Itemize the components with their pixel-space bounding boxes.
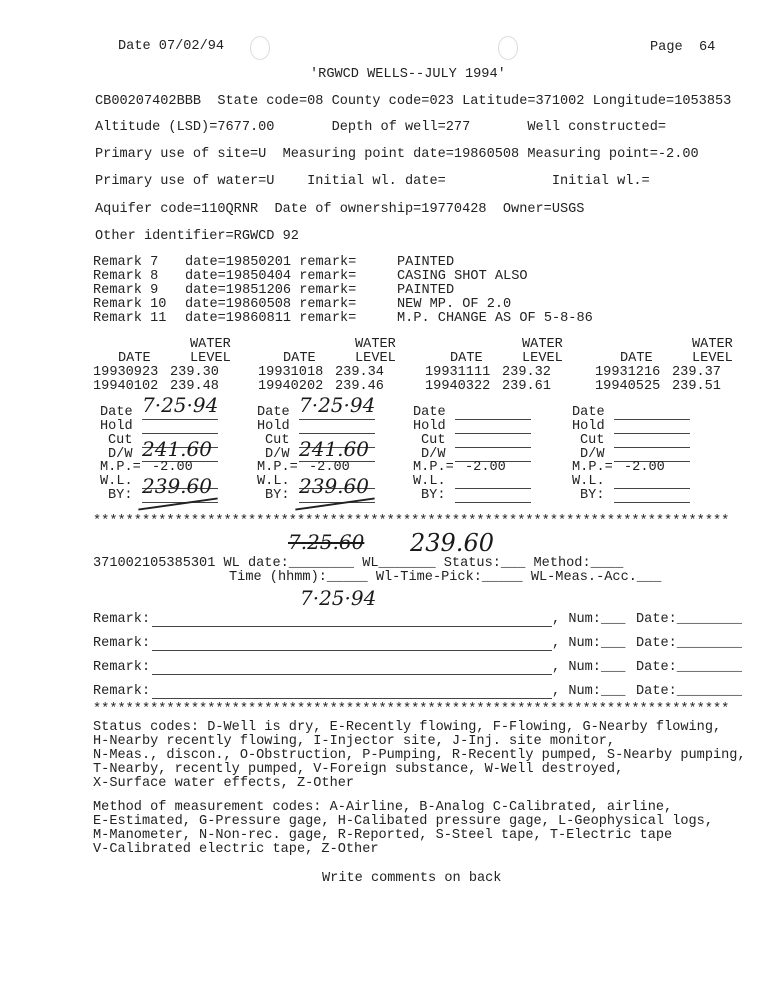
form-label-by: BY: [108, 488, 133, 503]
form-label-cut: Cut [265, 433, 290, 448]
water-header: WATER [190, 337, 231, 352]
site-line-5: Aquifer code=110QRNR Date of ownership=19770428 Owner=USGS [95, 202, 585, 217]
remark-text: PAINTED [397, 255, 455, 270]
remark-date: date=19851206 remark= [185, 283, 357, 298]
water-level: 239.51 [672, 379, 721, 394]
remark-text: NEW MP. OF 2.0 [397, 297, 512, 312]
remark-label: Remark 11 [93, 311, 167, 326]
water-level: 239.37 [672, 365, 721, 380]
mp-value: -2.00 [624, 460, 665, 475]
date-field[interactable]: Date:________ [636, 684, 743, 699]
page-number: Page 64 [650, 40, 716, 55]
form-field-by[interactable] [455, 489, 531, 503]
form-label-wl: W.L. [572, 474, 605, 489]
punch-hole [250, 36, 270, 60]
footer-note: Write comments on back [322, 871, 502, 886]
form-label-cut: Cut [580, 433, 605, 448]
form-label-dw: D/W [421, 447, 446, 462]
form-label-hold: Hold [100, 419, 133, 434]
remark-label: Remark 10 [93, 297, 167, 312]
form-field-hold[interactable] [299, 420, 375, 434]
remark-label: Remark: [93, 684, 151, 699]
site-line-6: Other identifier=RGWCD 92 [95, 229, 299, 244]
mp-value: -2.00 [309, 460, 350, 475]
form-label-cut: Cut [108, 433, 133, 448]
water-header: WATER [522, 337, 563, 352]
measurement-date: 19931111 [425, 365, 491, 380]
form-field-hold[interactable] [614, 420, 690, 434]
measurement-date: 19931216 [595, 365, 661, 380]
form-field-wl[interactable] [614, 475, 690, 489]
site-line-3: Primary use of site=U Measuring point date=19860508 Measuring point=-2.00 [95, 147, 699, 162]
status-code-line: N-Meas., discon., O-Obstruction, P-Pumping, R-Recently pumped, S-Nearby pumping, [93, 748, 746, 763]
handwritten-date[interactable]: 7·25·94 [142, 393, 219, 417]
separator-stars: ****************************************************************************** [93, 702, 730, 717]
handwritten-dw[interactable]: 241.60 [142, 437, 212, 461]
site-line-4: Primary use of water=U Initial wl. date= Initial wl.= [95, 174, 650, 189]
form-label-by: BY: [421, 488, 446, 503]
form-field-by[interactable] [614, 489, 690, 503]
num-field[interactable]: , Num:___ [552, 684, 626, 699]
form-label-mp: M.P.= [257, 460, 298, 475]
water-level: 239.32 [502, 365, 551, 380]
form-field-date[interactable] [455, 406, 531, 420]
method-code-line: V-Calibrated electric tape, Z-Other [93, 842, 379, 857]
form-label-mp: M.P.= [100, 460, 141, 475]
form-label-wl: W.L. [413, 474, 446, 489]
remark-label: Remark 7 [93, 255, 159, 270]
remark-label: Remark 9 [93, 283, 159, 298]
num-field[interactable]: , Num:___ [552, 636, 626, 651]
water-level: 239.61 [502, 379, 551, 394]
date-field[interactable]: Date:________ [636, 660, 743, 675]
form-label-wl: W.L. [100, 474, 133, 489]
form-label-dw: D/W [108, 447, 133, 462]
separator-stars: ****************************************************************************** [93, 514, 730, 529]
status-code-line: T-Nearby, recently pumped, V-Foreign substance, W-Well destroyed, [93, 762, 624, 777]
form-label-dw: D/W [580, 447, 605, 462]
remark-input[interactable] [152, 685, 552, 699]
remark-date: date=19850404 remark= [185, 269, 357, 284]
handwritten-date[interactable]: 7·25·94 [299, 393, 376, 417]
handwritten-date: 7·25·94 [300, 586, 377, 610]
form-label-cut: Cut [421, 433, 446, 448]
handwritten-wl[interactable]: 239.60 [142, 474, 212, 498]
date-header: DATE [620, 351, 653, 366]
water-header: WATER [355, 337, 396, 352]
measurement-date: 19930923 [93, 365, 159, 380]
form-label-by: BY: [580, 488, 605, 503]
water-level: 239.34 [335, 365, 384, 380]
remark-label: Remark: [93, 612, 151, 627]
date-header: DATE [283, 351, 316, 366]
water-header: WATER [692, 337, 733, 352]
water-level: 239.48 [170, 379, 219, 394]
measurement-date: 19940525 [595, 379, 661, 394]
measurement-date: 19940322 [425, 379, 491, 394]
form-label-date: Date [100, 405, 133, 420]
report-title: 'RGWCD WELLS--JULY 1994' [310, 67, 506, 82]
remark-label: Remark: [93, 636, 151, 651]
handwritten-wl-date[interactable]: 7.25.60 [288, 530, 365, 554]
method-code-line: Method of measurement codes: A-Airline, B-Analog C-Calibrated, airline, [93, 800, 673, 815]
measurement-date: 19931018 [258, 365, 324, 380]
measurement-date: 19940102 [93, 379, 159, 394]
remark-date: date=19850201 remark= [185, 255, 357, 270]
handwritten-wl[interactable]: 239.60 [299, 474, 369, 498]
remark-text: M.P. CHANGE AS OF 5-8-86 [397, 311, 593, 326]
status-code-line: X-Surface water effects, Z-Other [93, 776, 355, 791]
num-field[interactable]: , Num:___ [552, 612, 626, 627]
date-field[interactable]: Date:________ [636, 612, 743, 627]
form-label-date: Date [572, 405, 605, 420]
form-label-wl: W.L. [257, 474, 290, 489]
form-label-dw: D/W [265, 447, 290, 462]
form-field-date[interactable] [614, 406, 690, 420]
remark-label: Remark: [93, 660, 151, 675]
form-field-cut[interactable] [614, 434, 690, 448]
level-header: LEVEL [522, 351, 563, 366]
level-header: LEVEL [190, 351, 231, 366]
method-code-line: M-Manometer, N-Non-rec. gage, R-Reported, S-Steel tape, T-Electric tape [93, 828, 673, 843]
remark-input[interactable] [152, 637, 552, 651]
form-label-by: BY: [265, 488, 290, 503]
punch-hole [498, 36, 518, 60]
handwritten-wl[interactable]: 239.60 [410, 529, 494, 557]
remark-date: date=19860811 remark= [185, 311, 357, 326]
handwritten-dw[interactable]: 241.60 [299, 437, 369, 461]
remark-label: Remark 8 [93, 269, 159, 284]
method-code-line: E-Estimated, G-Pressure gage, H-Calibated pressure gage, L-Geophysical logs, [93, 814, 713, 829]
form-label-mp: M.P.= [413, 460, 454, 475]
remark-text: PAINTED [397, 283, 455, 298]
water-level: 239.30 [170, 365, 219, 380]
measurement-date: 19940202 [258, 379, 324, 394]
remark-input[interactable] [152, 661, 552, 675]
remark-text: CASING SHOT ALSO [397, 269, 528, 284]
entry-line-1: 371002105385301 WL date:________ WL_______ Status:___ Method:____ [93, 556, 624, 571]
status-code-line: Status codes: D-Well is dry, E-Recently flowing, F-Flowing, G-Nearby flowing, [93, 720, 722, 735]
level-header: LEVEL [692, 351, 733, 366]
form-field-hold[interactable] [142, 420, 218, 434]
form-label-hold: Hold [413, 419, 446, 434]
num-field[interactable]: , Num:___ [552, 660, 626, 675]
print-date: Date 07/02/94 [118, 39, 225, 54]
remark-input[interactable] [152, 613, 552, 627]
date-header: DATE [118, 351, 151, 366]
water-level: 239.46 [335, 379, 384, 394]
site-line-2: Altitude (LSD)=7677.00 Depth of well=277 Well constructed= [95, 120, 667, 135]
date-header: DATE [450, 351, 483, 366]
mp-value: -2.00 [152, 460, 193, 475]
form-label-hold: Hold [572, 419, 605, 434]
entry-line-2: Time (hhmm):_____ Wl-Time-Pick:_____ WL-Meas.-Acc.___ [229, 570, 662, 585]
form-field-hold[interactable] [455, 420, 531, 434]
site-line-1: CB00207402BBB State code=08 County code=023 Latitude=371002 Longitude=1053853 [95, 94, 732, 109]
remark-date: date=19860508 remark= [185, 297, 357, 312]
level-header: LEVEL [355, 351, 396, 366]
form-field-wl[interactable] [455, 475, 531, 489]
form-label-date: Date [413, 405, 446, 420]
form-label-date: Date [257, 405, 290, 420]
mp-value: -2.00 [465, 460, 506, 475]
form-field-cut[interactable] [455, 434, 531, 448]
date-field[interactable]: Date:________ [636, 636, 743, 651]
form-label-hold: Hold [257, 419, 290, 434]
form-label-mp: M.P.= [572, 460, 613, 475]
status-code-line: H-Nearby recently flowing, I-Injector site, J-Inj. site monitor, [93, 734, 616, 749]
